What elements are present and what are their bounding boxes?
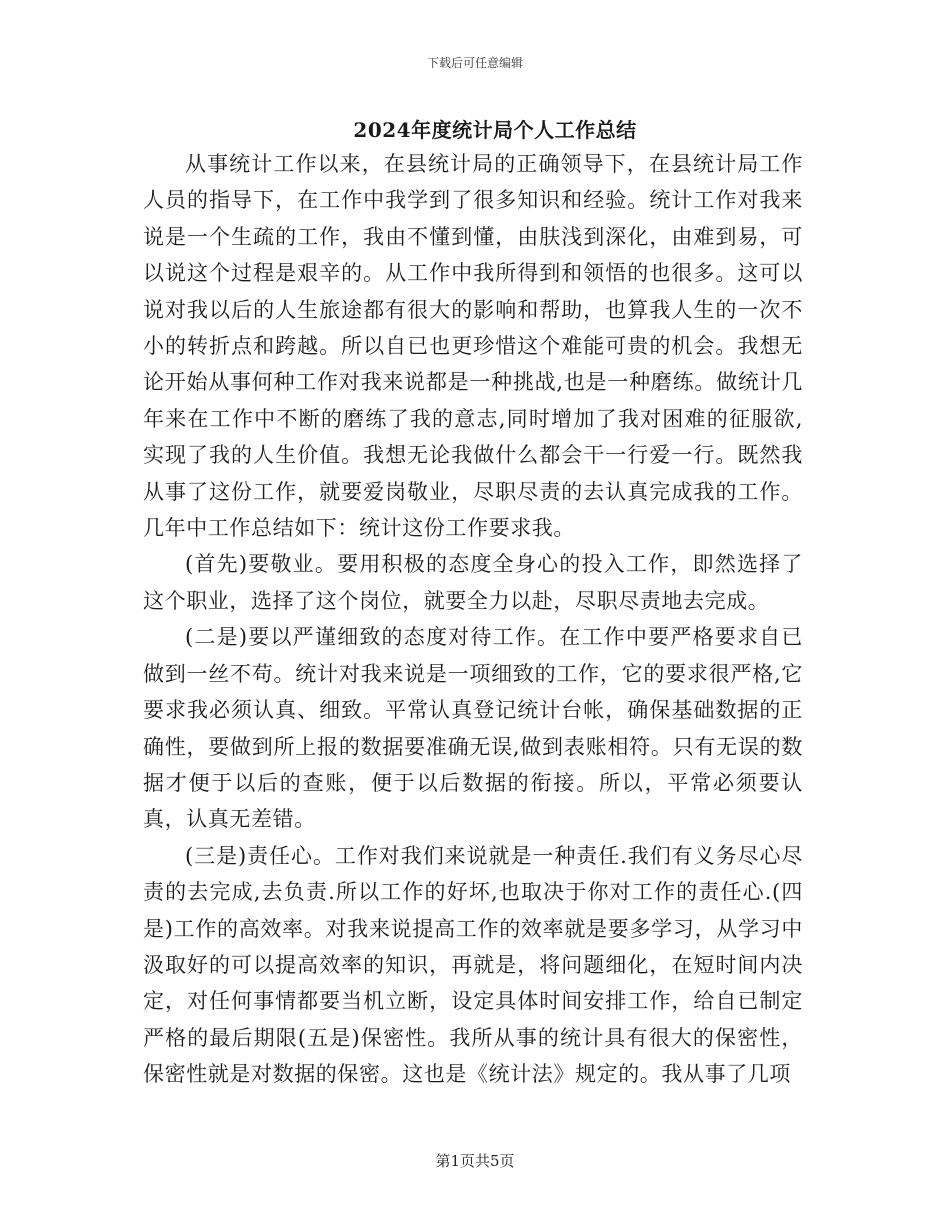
paragraph-third: (三是)责任心。工作对我们来说就是一种责任.我们有义务尽心尽责的去完成,去负责.所以工作的好坏,也取决于你对工作的责任心.(四是)工作的高效率。对我来说提高工作的效率就是要多学习，从学习中汲取好的可以提高效率的知识，再就是，将问题细化，在短时间内决定，对任何事情都要当机立断，设定具体时间安排工作，给自已制定严格的最后期限(五是)保密性。我所从事的统计具有很大的保密性，保密性就是对数据的保密。这也是《统计法》规定的。我从事了几项 <box>143 843 803 1087</box>
header-note: 下载后可任意编辑 <box>426 56 523 70</box>
paragraph-intro: 从事统计工作以来，在县统计局的正确领导下，在县统计局工作人员的指导下，在工作中我学到了很多知识和经验。统计工作对我来说是一个生疏的工作，我由不懂到懂，由肤浅到深化，由难到易，可以说这个过程是艰辛的。从工作中我所得到和领悟的也很多。这可以说对我以后的人生旅途都有很大的影响和帮助，也算我人生的一次不小的转折点和跨越。所以自已也更珍惜这个难能可贵的机会。我想无论开始从事何种工作对我来说都是一种挑战,也是一种磨练。做统计几年来在工作中不断的磨练了我的意志,同时增加了我对困难的征服欲,实现了我的人生价值。我想无论我做什么都会干一行爱一行。既然我从事了这份工作，就要爱岗敬业，尽职尽责的去认真完成我的工作。几年中工作总结如下：统计这份工作要求我。 <box>143 152 803 541</box>
paragraph-first: (首先)要敬业。要用积极的态度全身心的投入工作，即然选择了这个职业，选择了这个岗位，就要全力以赴，尽职尽责地去完成。 <box>143 552 803 613</box>
paragraph-second: (二是)要以严谨细致的态度对待工作。在工作中要严格要求自已做到一丝不苟。统计对我来说是一项细致的工作，它的要求很严格,它要求我必须认真、细致。平常认真登记统计台帐，确保基础数据的正确性，要做到所上报的数据要准确无误,做到表账相符。只有无误的数据才便于以后的查账，便于以后数据的衔接。所以，平常必须要认真，认真无差错。 <box>143 625 803 832</box>
document-title: 2024年度统计局个人工作总结 <box>353 118 637 142</box>
page-number: 第1页共5页 <box>435 1152 515 1170</box>
document-body <box>143 146 803 1093</box>
